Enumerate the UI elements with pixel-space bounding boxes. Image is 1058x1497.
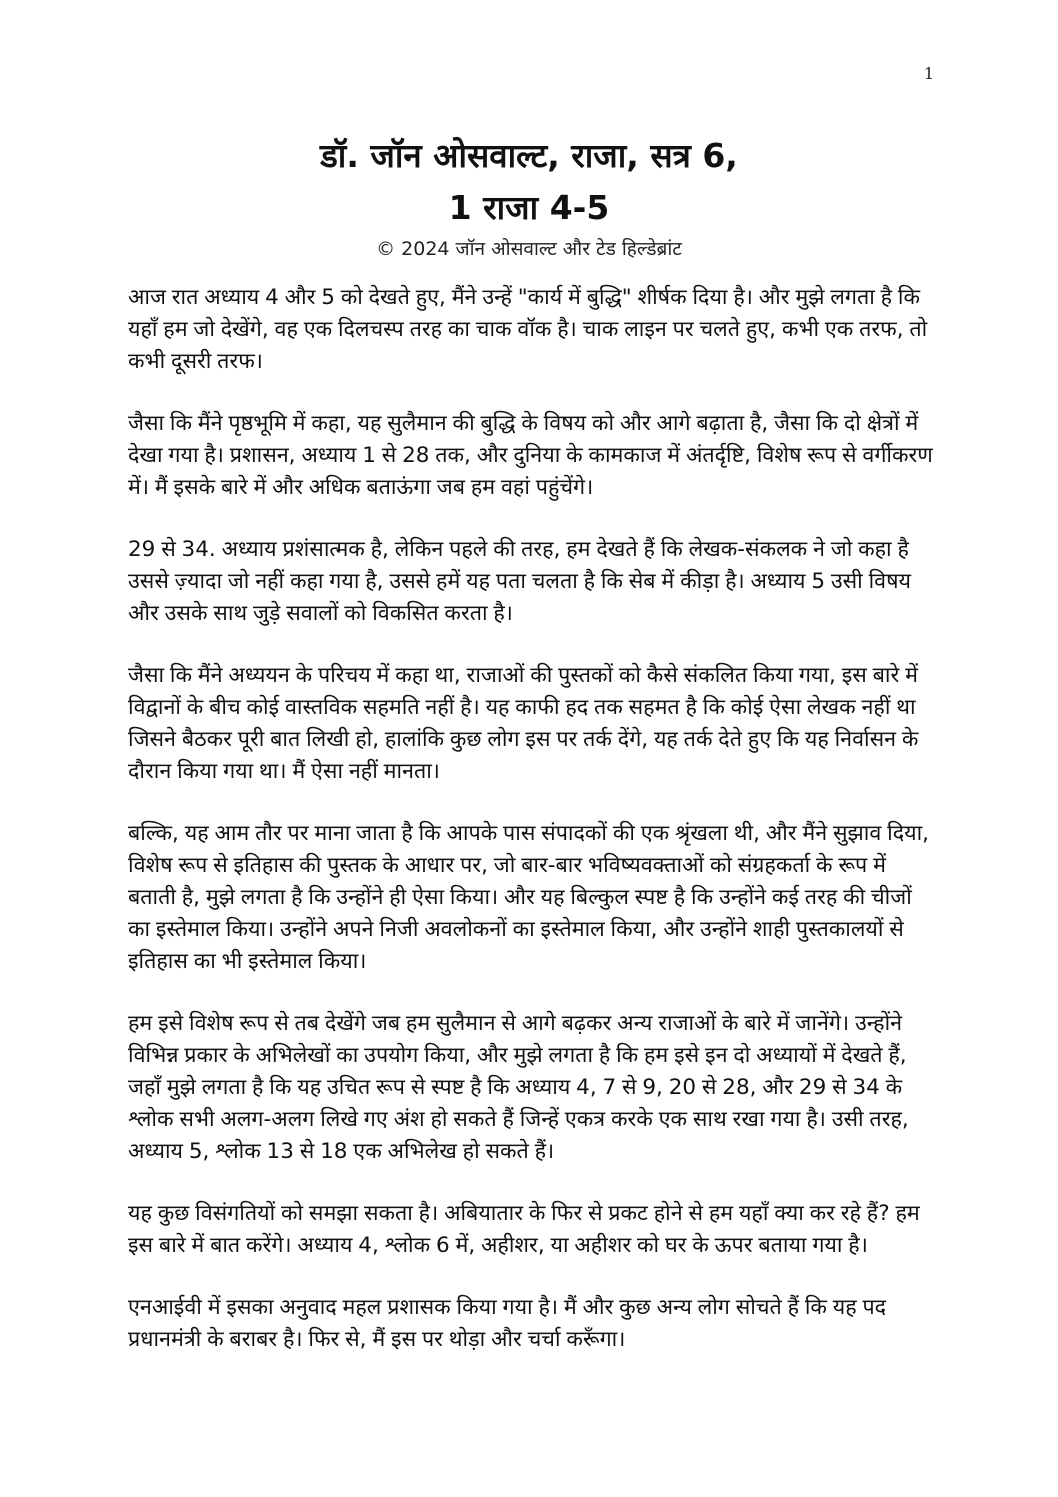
page-number: 1 [923, 64, 934, 83]
paragraph-4: जैसा कि मैंने अध्ययन के परिचय में कहा था, राजाओं की पुस्तकों को कैसे संकलित किया गया, इस बारे में विद्वानों के बीच कोई वास्तविक सहमति नहीं है। यह काफी हद तक सहमत है कि कोई ऐसा लेखक नहीं था जिसने बैठकर पूरी बात लिखी हो, हालांकि कुछ लोग इस पर तर्क देंगे, यह तर्क देते हुए कि यह निर्वासन के दौरान किया गया था। मैं ऐसा नहीं मानता। [128, 663, 919, 784]
paragraph-6: हम इसे विशेष रूप से तब देखेंगे जब हम सुलैमान से आगे बढ़कर अन्य राजाओं के बारे में जानेंगे। उन्होंने विभिन्न प्रकार के अभिलेखों का उपयोग किया, और मुझे लगता है कि हम इसे इन दो अध्यायों में देखते हैं, जहाँ मुझे लगता है कि यह उचित रूप से स्पष्ट है कि अध्याय 4, 7 से 9, 20 से 28, और 29 से 34 के श्लोक सभी अलग-अलग लिखे गए अंश हो सकते हैं जिन्हें एकत्र करके एक साथ रखा गया है। उसी तरह, अध्याय 5, श्लोक 13 से 18 एक अभिलेख हो सकते हैं। [128, 1011, 909, 1164]
paragraph-8: एनआईवी में इसका अनुवाद महल प्रशासक किया गया है। मैं और कुछ अन्य लोग सोचते हैं कि यह पद प्रधानमंत्री के बराबर है। फिर से, मैं इस पर थोड़ा और चर्चा करूँगा। [128, 1295, 887, 1352]
paragraph-7: यह कुछ विसंगतियों को समझा सकता है। अबियातार के फिर से प्रकट होने से हम यहाँ क्या कर रहे हैं? हम इस बारे में बात करेंगे। अध्याय 4, श्लोक 6 में, अहीशर, या अहीशर को घर के ऊपर बताया गया है। [128, 1201, 920, 1258]
paragraph-3: 29 से 34. अध्याय प्रशंसात्मक है, लेकिन पहले की तरह, हम देखते हैं कि लेखक-संकलक ने जो कहा है उससे ज़्यादा जो नहीं कहा गया है, उससे हमें यह पता चलता है कि सेब में कीड़ा है। अध्याय 5 उसी विषय और उसके साथ जुड़े सवालों को विकसित करता है। [128, 537, 912, 626]
document-title-line-1: डॉ. जॉन ओसवाल्ट, राजा, सत्र 6, [320, 136, 738, 175]
body-text [128, 282, 934, 1386]
copyright-notice: © 2024 जॉन ओसवाल्ट और टेड हिल्डेब्रांट [376, 238, 682, 260]
title-block [80, 130, 978, 264]
paragraph-5: बल्कि, यह आम तौर पर माना जाता है कि आपके पास संपादकों की एक श्रृंखला थी, और मैंने सुझाव दिया, विशेष रूप से इतिहास की पुस्तक के आधार पर, जो बार-बार भविष्यवक्ताओं को संग्रहकर्ता के रूप में बताती है, मुझे लगता है कि उन्होंने ही ऐसा किया। और यह बिल्कुल स्पष्ट है कि उन्होंने कई तरह की चीजों का इस्तेमाल किया। उन्होंने अपने निजी अवलोकनों का इस्तेमाल किया, और उन्होंने शाही पुस्तकालयों से इतिहास का भी इस्तेमाल किया। [128, 821, 929, 974]
document-title-line-2: 1 राजा 4-5 [448, 188, 610, 227]
paragraph-1: आज रात अध्याय 4 और 5 को देखते हुए, मैंने उन्हें "कार्य में बुद्धि" शीर्षक दिया है। और मुझे लगता है कि यहाँ हम जो देखेंगे, वह एक दिलचस्प तरह का चाक वॉक है। चाक लाइन पर चलते हुए, कभी एक तरफ, तो कभी दूसरी तरफ। [128, 285, 928, 374]
paragraph-2: जैसा कि मैंने पृष्ठभूमि में कहा, यह सुलैमान की बुद्धि के विषय को और आगे बढ़ाता है, जैसा कि दो क्षेत्रों में देखा गया है। प्रशासन, अध्याय 1 से 28 तक, और दुनिया के कामकाज में अंतर्दृष्टि, विशेष रूप से वर्गीकरण में। मैं इसके बारे में और अधिक बताऊंगा जब हम वहां पहुंचेंगे। [128, 411, 933, 500]
